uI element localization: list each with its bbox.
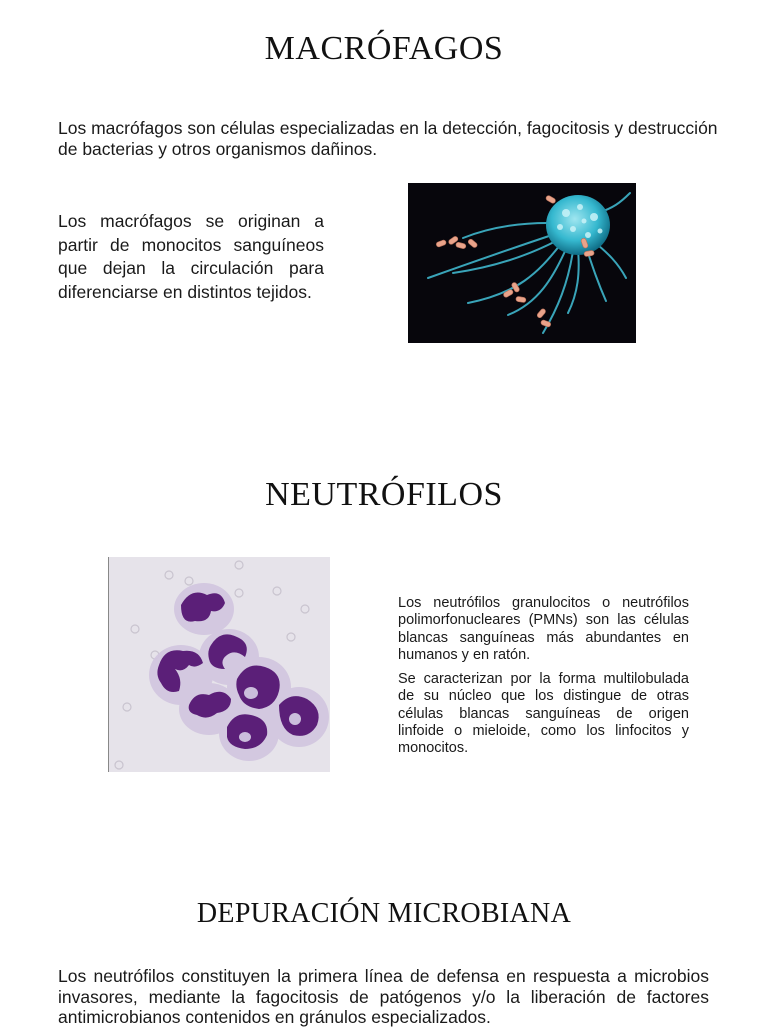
neutrofilos-title: NEUTRÓFILOS [265, 476, 503, 513]
depuracion-text: Los neutrófilos constituyen la primera línea de defensa en respuesta a microbios invasores, mediante la fagocitosis de patógenos y/o la liberación de factores antimicrobianos contenidos en gránulos especializados. [58, 966, 709, 1027]
neutrofilos-text [398, 595, 689, 765]
depuracion-title: DEPURACIÓN MICROBIANA [196, 898, 572, 929]
macrofagos-origin: Los macrófagos se originan a partir de monocitos sanguíneos que dejan la circulación para diferenciarse en distintos tejidos. [58, 211, 324, 302]
macrofagos-intro: Los macrófagos son células especializadas en la detección, fagocitosis y destrucción de bacterias y otros organismos dañinos. [58, 118, 718, 159]
neutrofilos-description: Los neutrófilos granulocitos o neutrófilos polimorfonucleares (PMNs) son las células blancas sanguíneas más abundantes en humanos y en ratón. [398, 595, 689, 663]
macrophage-illustration [408, 183, 636, 343]
macrofagos-title: MACRÓFAGOS [264, 30, 504, 67]
neutrofilos-features: Se caracterizan por la forma multilobulada de su núcleo que los distingue de otras células blancas sanguíneas de origen linfoide o mieloide, como los linfocitos y monocitos. [398, 671, 689, 757]
neutrophils-micrograph [108, 557, 330, 772]
